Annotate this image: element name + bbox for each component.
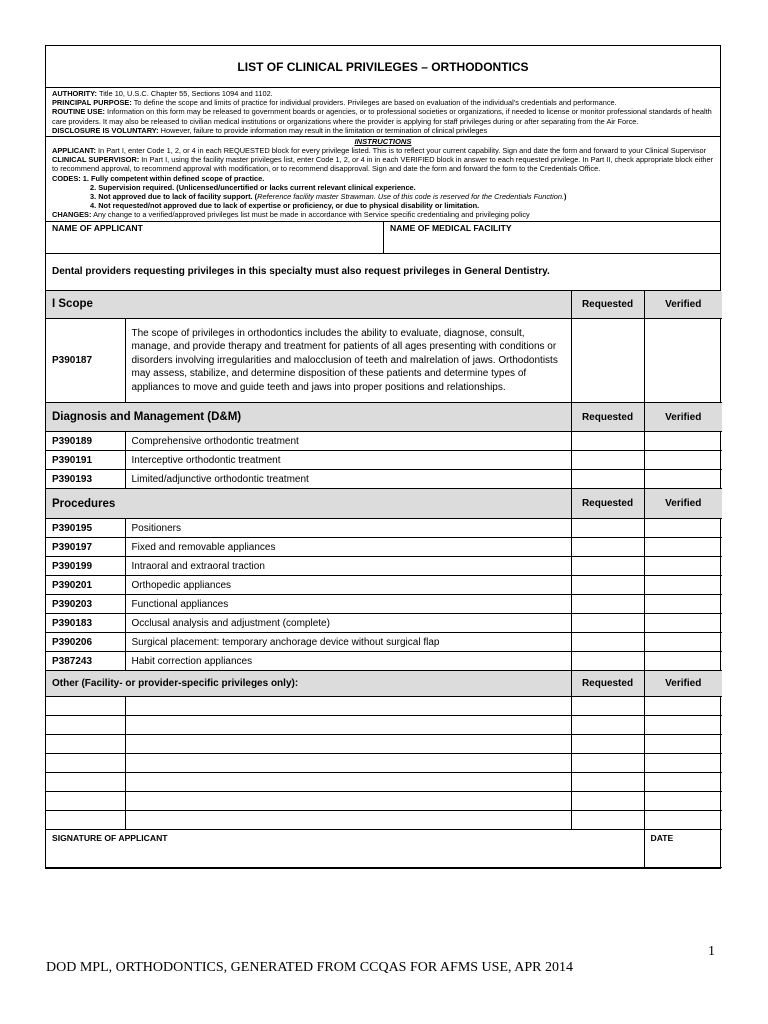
code-3-note: Reference facility master Strawman. Use of this code is reserved for the Credentials Function. xyxy=(257,192,564,202)
privilege-code: P390183 xyxy=(46,614,125,633)
verified-cell[interactable] xyxy=(644,595,722,614)
privilege-description: Surgical placement: temporary anchorage device without surgical flap xyxy=(125,633,571,652)
form-title: LIST OF CLINICAL PRIVILEGES – ORTHODONTICS xyxy=(46,46,720,88)
procedures-section-title: Procedures xyxy=(46,489,571,519)
routine-use-text: Information on this form may be released to government boards or agencies, or to professional societies or organizations, if needed to license or monitor professional standards of health care providers. It may also be released to civilian medical institutions or organizations where the provider is applying for staff privileges during or after separating from the Air Force. xyxy=(52,107,712,126)
purpose-label: PRINCIPAL PURPOSE: xyxy=(52,98,132,108)
codes-label: CODES: xyxy=(52,173,81,183)
privilege-row xyxy=(46,652,722,671)
requested-cell[interactable] xyxy=(571,811,644,830)
privilege-description: Limited/adjunctive orthodontic treatment xyxy=(125,470,571,489)
blank-description-cell[interactable] xyxy=(125,754,571,773)
verified-column-header: Verified xyxy=(644,403,722,432)
requested-cell[interactable] xyxy=(571,576,644,595)
code-1: 1. Fully competent within defined scope of practice. xyxy=(80,173,265,183)
requested-cell[interactable] xyxy=(571,595,644,614)
requested-cell[interactable] xyxy=(571,697,644,716)
verified-column-header: Verified xyxy=(644,291,722,319)
page-number: 1 xyxy=(708,944,715,959)
scope-description: The scope of privileges in orthodontics includes the ability to evaluate, diagnose, consult, manage, and provide therapy and treatment for patients of all ages presenting with conditions or disorders involving irregularities and malocclusion of teeth and malrelation of jaws. Orthodontists may assess, stabilize, and determine disposition of these patients and determine types of appliances to move and guide teeth and jaws into proper positions and relationships. xyxy=(125,319,571,403)
requested-cell[interactable] xyxy=(571,470,644,489)
document-footer: DOD MPL, ORTHODONTICS, GENERATED FROM CCQAS FOR AFMS USE, APR 2014 xyxy=(46,960,573,975)
privilege-row xyxy=(46,451,722,470)
blank-description-cell[interactable] xyxy=(125,792,571,811)
verified-cell[interactable] xyxy=(644,633,722,652)
blank-privilege-row xyxy=(46,697,722,716)
requested-cell[interactable] xyxy=(571,538,644,557)
verified-cell[interactable] xyxy=(644,470,722,489)
code-3 xyxy=(52,192,714,201)
verified-cell[interactable] xyxy=(644,319,722,403)
verified-column-header: Verified xyxy=(644,489,722,519)
privacy-act-statement xyxy=(46,88,720,137)
privilege-code: P390195 xyxy=(46,519,125,538)
instructions-block xyxy=(46,137,720,222)
privilege-row xyxy=(46,614,722,633)
disclosure-text: However, failure to provide information may result in the limitation or termination of clinical privileges xyxy=(158,125,488,135)
code-3-close: ) xyxy=(563,192,567,202)
verified-cell[interactable] xyxy=(644,538,722,557)
requested-cell[interactable] xyxy=(571,773,644,792)
date-label: DATE xyxy=(650,833,674,844)
blank-description-cell[interactable] xyxy=(125,697,571,716)
privilege-description: Fixed and removable appliances xyxy=(125,538,571,557)
signature-row xyxy=(46,830,722,868)
requested-cell[interactable] xyxy=(571,519,644,538)
privilege-description: Functional appliances xyxy=(125,595,571,614)
blank-privilege-row xyxy=(46,792,722,811)
privilege-row xyxy=(46,576,722,595)
privilege-row xyxy=(46,633,722,652)
blank-privilege-row xyxy=(46,811,722,830)
verified-cell[interactable] xyxy=(644,716,722,735)
privilege-code: P390206 xyxy=(46,633,125,652)
verified-cell[interactable] xyxy=(644,451,722,470)
scope-row xyxy=(46,319,722,403)
verified-cell[interactable] xyxy=(644,792,722,811)
scope-header-row xyxy=(46,291,722,319)
blank-code-cell[interactable] xyxy=(46,773,125,792)
blank-privilege-row xyxy=(46,754,722,773)
verified-cell[interactable] xyxy=(644,614,722,633)
privilege-row xyxy=(46,595,722,614)
privilege-row xyxy=(46,470,722,489)
scope-code: P390187 xyxy=(46,319,125,403)
blank-description-cell[interactable] xyxy=(125,735,571,754)
requested-cell[interactable] xyxy=(571,792,644,811)
requested-cell[interactable] xyxy=(571,432,644,451)
privilege-row xyxy=(46,519,722,538)
date-field[interactable] xyxy=(644,830,722,868)
changes-text: Any change to a verified/approved privileges list must be made in accordance with Service specific credentialing and privileging policy xyxy=(91,210,530,220)
procedures-header-row xyxy=(46,489,722,519)
privilege-row xyxy=(46,432,722,451)
changes-label: CHANGES: xyxy=(52,210,92,220)
privilege-code: P390203 xyxy=(46,595,125,614)
verified-cell[interactable] xyxy=(644,652,722,671)
blank-code-cell[interactable] xyxy=(46,697,125,716)
other-header-row xyxy=(46,671,722,697)
requested-cell[interactable] xyxy=(571,319,644,403)
blank-description-cell[interactable] xyxy=(125,773,571,792)
privileges-form xyxy=(45,45,721,869)
requested-column-header: Requested xyxy=(571,403,644,432)
privileges-table xyxy=(46,291,722,869)
requested-cell[interactable] xyxy=(571,451,644,470)
privilege-description: Intraoral and extraoral traction xyxy=(125,557,571,576)
blank-code-cell[interactable] xyxy=(46,792,125,811)
requested-cell[interactable] xyxy=(571,633,644,652)
verified-cell[interactable] xyxy=(644,754,722,773)
facility-name-field[interactable] xyxy=(384,222,720,253)
verified-cell[interactable] xyxy=(644,735,722,754)
blank-code-cell[interactable] xyxy=(46,811,125,830)
code-2: 2. Supervision required. (Unlicensed/uncertified or lacks current relevant clinical experience. xyxy=(90,182,416,192)
verified-column-header: Verified xyxy=(644,671,722,697)
blank-code-cell[interactable] xyxy=(46,716,125,735)
verified-cell[interactable] xyxy=(644,697,722,716)
privilege-description: Interceptive orthodontic treatment xyxy=(125,451,571,470)
instructions-heading: INSTRUCTIONS xyxy=(354,137,412,147)
disclosure-label: DISCLOSURE IS VOLUNTARY: xyxy=(52,125,159,135)
verified-cell[interactable] xyxy=(644,519,722,538)
requested-cell[interactable] xyxy=(571,614,644,633)
privilege-code: P390197 xyxy=(46,538,125,557)
privilege-code: P390199 xyxy=(46,557,125,576)
requested-column-header: Requested xyxy=(571,489,644,519)
dm-header-row xyxy=(46,403,722,432)
verified-cell[interactable] xyxy=(644,557,722,576)
applicant-instr-label: APPLICANT: xyxy=(52,146,96,156)
privilege-description: Habit correction appliances xyxy=(125,652,571,671)
dental-note: Dental providers requesting privileges in this specialty must also request privileges in General Dentistry. xyxy=(46,254,720,291)
verified-cell[interactable] xyxy=(644,811,722,830)
names-row xyxy=(46,222,720,254)
blank-description-cell[interactable] xyxy=(125,811,571,830)
blank-privilege-row xyxy=(46,716,722,735)
privilege-code: P390201 xyxy=(46,576,125,595)
privilege-row xyxy=(46,557,722,576)
requested-cell[interactable] xyxy=(571,652,644,671)
requested-column-header: Requested xyxy=(571,671,644,697)
applicant-instr-text: In Part I, enter Code 1, 2, or 4 in each REQUESTED block for every privilege listed. This is to reflect your current capability. Sign and date the form and forward to your Clinical Supervisor xyxy=(95,146,707,156)
supervisor-instr-text: In Part I, using the facility master privileges list, enter Code 1, 2, or 4 in in each VERIFIED block in answer to each requested privilege. In Part II, check appropriate block either to recommend approval, to recommend approval with modification, or to recommend disapproval. Sign and date the form and forward the form to the Credentials Office. xyxy=(52,155,714,174)
authority-label: AUTHORITY: xyxy=(52,89,98,98)
privilege-description: Positioners xyxy=(125,519,571,538)
privilege-code: P390193 xyxy=(46,470,125,489)
other-section-title: Other (Facility- or provider-specific privileges only): xyxy=(46,671,571,697)
purpose-text: To define the scope and limits of practice for individual providers. Privileges are based on evaluation of the individual’s credentials and performance. xyxy=(131,98,617,108)
blank-privilege-row xyxy=(46,773,722,792)
requested-cell[interactable] xyxy=(571,557,644,576)
privilege-description: Comprehensive orthodontic treatment xyxy=(125,432,571,451)
signature-label: SIGNATURE OF APPLICANT xyxy=(52,833,168,844)
verified-cell[interactable] xyxy=(644,576,722,595)
privilege-description: Orthopedic appliances xyxy=(125,576,571,595)
applicant-name-field[interactable] xyxy=(46,222,384,253)
requested-cell[interactable] xyxy=(571,716,644,735)
blank-code-cell[interactable] xyxy=(46,754,125,773)
privilege-description: Occlusal analysis and adjustment (complete) xyxy=(125,614,571,633)
blank-privilege-row xyxy=(46,735,722,754)
requested-column-header: Requested xyxy=(571,291,644,319)
routine-use-label: ROUTINE USE: xyxy=(52,107,105,117)
applicant-name-label: NAME OF APPLICANT xyxy=(52,222,143,233)
privilege-code: P387243 xyxy=(46,652,125,671)
privilege-code: P390189 xyxy=(46,432,125,451)
blank-code-cell[interactable] xyxy=(46,735,125,754)
verified-cell[interactable] xyxy=(644,773,722,792)
code-3-main: 3. Not approved due to lack of facility support. ( xyxy=(90,192,258,202)
verified-cell[interactable] xyxy=(644,432,722,451)
applicant-signature-field[interactable] xyxy=(46,830,644,868)
dm-section-title: Diagnosis and Management (D&M) xyxy=(46,403,571,432)
blank-description-cell[interactable] xyxy=(125,716,571,735)
scope-section-title: I Scope xyxy=(46,291,571,319)
privilege-row xyxy=(46,538,722,557)
code-4: 4. Not requested/not approved due to lack of expertise or proficiency, or due to physical disability or limitation. xyxy=(90,201,480,211)
requested-cell[interactable] xyxy=(571,735,644,754)
privilege-code: P390191 xyxy=(46,451,125,470)
requested-cell[interactable] xyxy=(571,754,644,773)
facility-name-label: NAME OF MEDICAL FACILITY xyxy=(390,222,512,233)
supervisor-instr-label: CLINICAL SUPERVISOR: xyxy=(52,155,140,165)
authority-text: Title 10, U.S.C. Chapter 55, Sections 1094 and 1102. xyxy=(97,89,273,98)
